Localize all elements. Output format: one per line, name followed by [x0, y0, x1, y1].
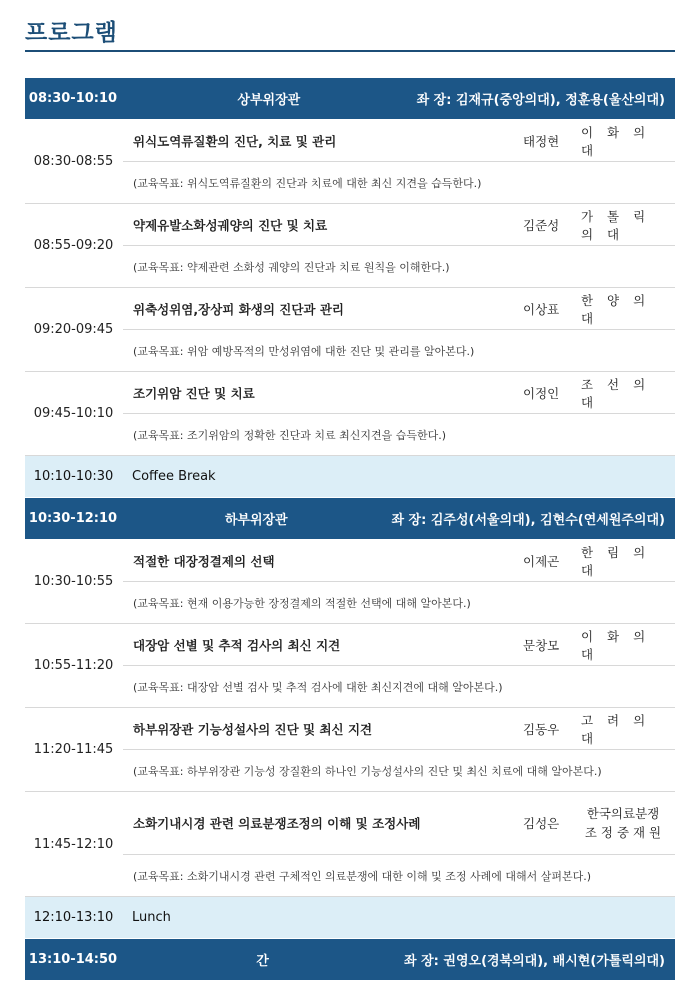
talk-row	[25, 288, 675, 372]
talk-title: 하부위장관 기능성설사의 진단 및 최신 지견	[133, 721, 373, 737]
session-header-row	[25, 939, 675, 981]
talk-objective: (교육목표: 현재 이용가능한 장정결제의 적절한 선택에 대해 알아본다.)	[123, 582, 675, 623]
talk-main-line	[123, 120, 675, 162]
talk-speaker: 김성은	[523, 816, 560, 831]
talk-title: 소화기내시경 관련 의료분쟁조정의 이해 및 조정사례	[133, 816, 421, 831]
talk-affiliation: 한 림 의 대	[581, 544, 651, 578]
talk-time: 08:30-08:55	[25, 120, 123, 203]
talk-affiliation: 이 화 의 대	[581, 628, 651, 662]
break-row	[25, 897, 675, 939]
affiliation-line: 조 정 중 재 원	[584, 825, 662, 840]
talk-affiliation	[581, 804, 675, 842]
talk-objective: (교육목표: 위암 예방목적의 만성위염에 대한 진단 및 관리를 알아본다.)	[123, 330, 675, 371]
talk-time: 09:20-09:45	[25, 288, 123, 371]
talk-row	[25, 540, 675, 624]
session-title: 상부위장관	[237, 93, 301, 108]
break-label: Coffee Break	[132, 469, 216, 484]
talk-main-line	[123, 792, 675, 855]
talk-objective: (교육목표: 약제관련 소화성 궤양의 진단과 치료 원칙을 이해한다.)	[123, 246, 675, 287]
talk-objective: (교육목표: 소화기내시경 관련 구체적인 의료분쟁에 대한 이해 및 조정 사례에 대해서 살펴본다.)	[123, 855, 675, 896]
talk-speaker: 이상표	[523, 301, 560, 317]
session-time: 08:30-10:10	[28, 91, 118, 106]
talk-main-line	[123, 624, 675, 666]
break-row	[25, 456, 675, 498]
talk-body	[123, 204, 675, 287]
session-time: 10:30-12:10	[28, 511, 118, 526]
talk-body	[123, 792, 675, 896]
break-time: 10:10-10:30	[33, 469, 114, 484]
talk-title: 대장암 선별 및 추적 검사의 최신 지견	[133, 637, 341, 653]
session-title: 하부위장관	[224, 513, 288, 528]
talk-body	[123, 708, 675, 791]
session-time: 13:10-14:50	[28, 952, 118, 967]
talk-body	[123, 120, 675, 203]
talk-objective: (교육목표: 위식도역류질환의 진단과 치료에 대한 최신 지견을 습득한다.)	[123, 162, 675, 203]
talk-title: 위식도역류질환의 진단, 치료 및 관리	[133, 133, 337, 149]
talk-affiliation: 고 려 의 대	[581, 712, 651, 746]
talk-speaker: 문창모	[523, 637, 560, 653]
talk-speaker: 김동우	[523, 721, 560, 737]
talk-time: 11:20-11:45	[25, 708, 123, 791]
session-chair: 좌 장: 김재규(중앙의대), 정훈용(울산의대)	[416, 93, 665, 108]
talk-speaker: 태정현	[523, 133, 560, 149]
talk-body	[123, 624, 675, 707]
session-chair: 좌 장: 김주성(서울의대), 김현수(연세원주의대)	[391, 513, 665, 528]
session-header-row	[25, 78, 675, 120]
talk-row	[25, 708, 675, 792]
talk-main-line	[123, 204, 675, 246]
talk-objective: (교육목표: 하부위장관 기능성 장질환의 하나인 기능성설사의 진단 및 최신 치료에 대해 알아본다.)	[123, 750, 675, 791]
talk-affiliation: 한 양 의 대	[581, 292, 651, 326]
talk-main-line	[123, 540, 675, 582]
session-chair: 좌 장: 권영오(경북의대), 배시현(가톨릭의대)	[404, 954, 665, 969]
talk-body	[123, 288, 675, 371]
break-label: Lunch	[132, 910, 171, 925]
talk-speaker: 이제곤	[523, 553, 560, 569]
talk-affiliation: 이 화 의 대	[581, 124, 651, 158]
talk-objective: (교육목표: 조기위암의 정확한 진단과 치료 최신지견을 습득한다.)	[123, 414, 675, 455]
talk-time: 11:45-12:10	[25, 792, 123, 896]
talk-affiliation: 조 선 의 대	[581, 376, 651, 410]
talk-title: 적절한 대장정결제의 선택	[133, 553, 275, 569]
talk-row	[25, 372, 675, 456]
break-time: 12:10-13:10	[33, 910, 114, 925]
talk-body	[123, 372, 675, 455]
talk-body	[123, 540, 675, 623]
talk-objective: (교육목표: 대장암 선별 검사 및 추적 검사에 대한 최신지견에 대해 알아본다.)	[123, 666, 675, 707]
session-header-row	[25, 498, 675, 540]
page-title: 프로그램	[25, 20, 118, 46]
talk-time: 09:45-10:10	[25, 372, 123, 455]
talk-title: 약제유발소화성궤양의 진단 및 치료	[133, 217, 328, 233]
talk-row	[25, 120, 675, 204]
affiliation-line: 한국의료분쟁	[586, 806, 660, 821]
talk-title: 조기위암 진단 및 치료	[133, 385, 255, 401]
talk-speaker: 김준성	[523, 217, 560, 233]
program-table	[25, 78, 675, 981]
talk-row	[25, 204, 675, 288]
talk-main-line	[123, 708, 675, 750]
talk-main-line	[123, 288, 675, 330]
session-title: 간	[256, 954, 269, 969]
talk-time: 10:55-11:20	[25, 624, 123, 707]
talk-row	[25, 624, 675, 708]
talk-main-line	[123, 372, 675, 414]
talk-row	[25, 792, 675, 897]
talk-speaker: 이정인	[523, 385, 560, 401]
talk-time: 10:30-10:55	[25, 540, 123, 623]
talk-title: 위축성위염,장상피 화생의 진단과 관리	[133, 301, 345, 317]
talk-time: 08:55-09:20	[25, 204, 123, 287]
title-divider	[25, 50, 675, 52]
talk-affiliation: 가 톨 릭 의 대	[581, 208, 651, 242]
